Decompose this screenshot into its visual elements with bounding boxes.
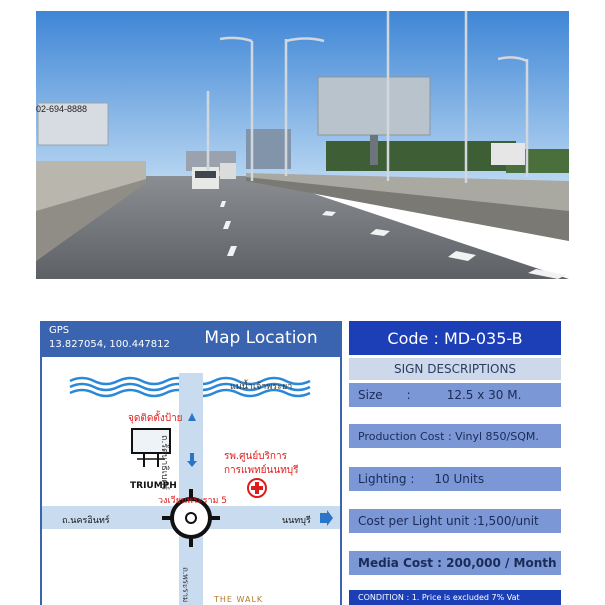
- condition-note: CONDITION : 1. Price is excluded 7% Vat: [349, 590, 561, 605]
- roundabout-label: วงเวียนพระราม 5: [158, 496, 228, 506]
- the-walk-logo: THE WALK: [214, 595, 264, 604]
- road-bottom-label: ถ.พระราม: [181, 567, 190, 603]
- triumph-label: TRIUMPH: [130, 481, 177, 491]
- media-cost-row: Media Cost : 200,000 / Month: [349, 551, 561, 575]
- photo-billboard-phone: 02-694-8888: [36, 104, 88, 114]
- hospital-label-2: การแพทย์นนทบุรี: [224, 465, 299, 476]
- hospital-label-1: รพ.ศูนย์บริการ: [224, 451, 287, 462]
- road-vertical-label: ถ.รัตนาธิเบศร์: [159, 435, 169, 491]
- gps-label: GPS: [49, 325, 70, 336]
- gps-coordinates: 13.827054, 100.447812: [49, 339, 170, 350]
- cost-per-light-row: Cost per Light unit :1,500/unit: [349, 509, 561, 533]
- size-label: Size: [358, 388, 383, 402]
- lighting-label: Lighting :: [358, 472, 415, 486]
- location-map: [40, 355, 342, 605]
- map-location-title: Map Location: [180, 321, 342, 355]
- lighting-value: 10 Units: [434, 472, 485, 486]
- road-left-label: ถ.นครอินทร์: [62, 516, 110, 526]
- river-label: แม่น้ำเจ้าพระยา: [230, 382, 293, 392]
- sign-descriptions-title: SIGN DESCRIPTIONS: [349, 358, 561, 380]
- hospital-icon: [248, 479, 266, 497]
- size-separator: :: [406, 388, 411, 402]
- road-right-label: นนทบุรี: [282, 516, 311, 526]
- sign-code: Code : MD-035-B: [349, 321, 561, 355]
- sign-location-label: จุดติดตั้งป้าย: [128, 413, 183, 424]
- lighting-row: [349, 467, 561, 491]
- size-row: [349, 383, 561, 407]
- size-value: 12.5 x 30 M.: [446, 388, 522, 402]
- billboard-location-photo: [36, 11, 569, 279]
- gps-box: [40, 321, 180, 355]
- production-cost-row: Production Cost : Vinyl 850/SQM.: [349, 424, 561, 448]
